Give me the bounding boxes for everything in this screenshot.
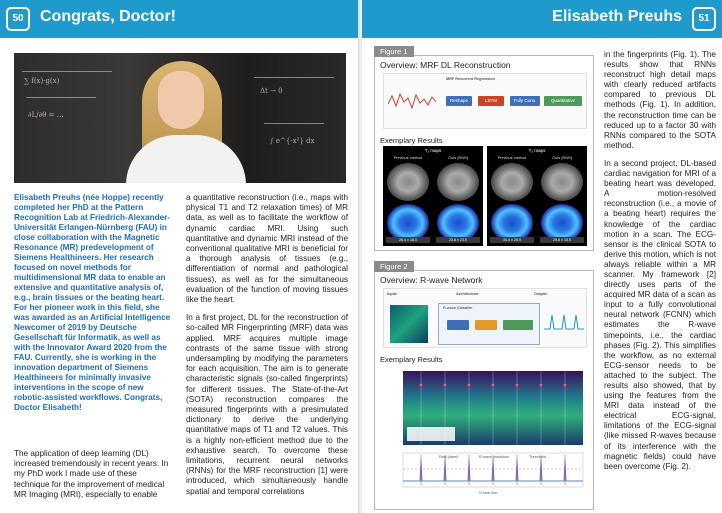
paragraph: a quantitative reconstruction (i.e., maps with physical T1 and T2 relaxation times) of MR data, as well as to facilitate the workflow of dynamic cardiac MRI. Using such quantitative and dynamic MRI instead of the conventional qualitative MRI is beneficial for a thorough analysis of tissues (e.g., differentiation of normal and pathological tissues), as well as for the simultaneous evaluation of the function of moving tissues like the heart. [186, 193, 348, 305]
brain-scan [491, 163, 533, 201]
diagram-label: Output: [534, 292, 548, 296]
left-column-1 [14, 449, 174, 500]
diagram-box: Reshape [446, 96, 472, 106]
mri-value: 34.4 ± 26.9 [490, 237, 534, 243]
author-bio: Elisabeth Preuhs (née Hoppe) recently completed her PhD at the Pattern Recognition Lab at Friedrich-Alexander-Universität Erlangen-Nürnberg (FAU) in close collaboration with the Magnetic Resonance (MR) predevelopment of Siemens Healthineers. Her research focused on novel methods for multidimensional MR data to enable an extensive and quantitative analysis of, e.g., brain tissues or the beating heart. For her pioneer work in this field, she was awarded as an Artificial Intelligence Newcomer of 2019 by Deutsche Gesellschaft für Informatik, as well as with the Innovator Award 2020 from the FAU. Currently, she is working in the innovation department of Siemens Healthineers for minimally invasive interventions in the scope of new robotic-assisted workflows. Congrats, Doctor Elisabeth! [14, 193, 171, 412]
paragraph: In a first project, DL for the reconstruction of so-called MR Fingerprinting (MRF) data was applied. MRF acquires multiple image contrasts of the same tissue with strong undersampling by modifying the parameters for each acquisition. The aim is to generate characteristic signals (so-called fingerprints) for different tissues. The State-of-the-Art (SOTA) reconstruction compares the measured fingerprints with a presimulated dictionary to derive the underlying quantitative maps of T1 and T2 values. This is a highly non-efficient method due to the exhaustive search. To overcome these limitations, recurrent neural networks (RNNs) for the MRF reconstruction [1] were introduced, which simultaneously handle spatial and temporal correlations [186, 313, 348, 496]
diagram-box: LSTM [478, 96, 504, 106]
mrf-network-diagram [383, 73, 587, 129]
diagram-label: Input: [387, 292, 398, 296]
rwave-network-diagram [383, 288, 587, 348]
right-column [604, 50, 716, 480]
classifier-label: R-wave Classifier [443, 306, 473, 310]
right-page-header [362, 0, 722, 38]
right-page [362, 0, 722, 513]
right-header-title: Elisabeth Preuhs [552, 8, 682, 25]
left-header-title: Congrats, Doctor! [40, 8, 176, 25]
figure-1-tab: Figure 1 [374, 46, 414, 57]
left-column-2 [186, 193, 348, 505]
conv-block [475, 320, 497, 330]
diagram-box: Fully Conn. [510, 96, 540, 106]
t2-map-panel [487, 146, 587, 246]
page-number-right: 51 [692, 7, 716, 31]
legend-item: Threshold [529, 455, 546, 459]
conv-block [503, 320, 533, 330]
figure-2-results-title: Exemplary Results [380, 355, 443, 364]
figure-2-title: Overview: R-wave Network [380, 275, 483, 285]
classifier-box [438, 303, 540, 345]
legend-item: Real (label) [439, 455, 459, 459]
ecg-plot-svg [383, 369, 587, 501]
panel-header: T₁ maps [424, 148, 442, 153]
panel-subheader: Previous method [497, 156, 527, 160]
panel-header: T₂ maps [528, 148, 546, 153]
page-number-left: 50 [6, 7, 30, 31]
figure-1-results-title: Exemplary Results [380, 136, 443, 145]
brain-scan [437, 163, 479, 201]
left-page-header [0, 0, 360, 38]
chalk-text: Δt → 0 [260, 87, 283, 95]
mri-value: 29.8 ± 15.5 [540, 237, 584, 243]
figure-1 [374, 47, 594, 251]
diagram-label: Architecture: [456, 292, 480, 296]
panel-subheader: Previous method [393, 156, 423, 160]
figure-2 [374, 262, 594, 510]
diagram-header: MRF Recurrent Regression [446, 77, 495, 81]
mri-value: 23.8 ± 23.0 [436, 237, 480, 243]
figure-2-tab: Figure 2 [374, 261, 414, 272]
t1-map-panel [383, 146, 483, 246]
figure-1-title: Overview: MRF DL Reconstruction [380, 60, 511, 70]
person-face [158, 71, 204, 129]
x-axis-label: N time-line [479, 491, 498, 495]
diagram-box: Quantitative [544, 96, 582, 106]
paragraph: The application of deep learning (DL) increased tremendously in recent years. In my PhD work I made use of these technique for the improvement of medical MR Imaging (MRI), especially to enable [14, 449, 169, 499]
legend-item: R-wave prediction [479, 455, 510, 459]
panel-subheader: Ours (RNN) [447, 156, 469, 160]
chalk-text: ∑ f(x)·g(x) [24, 77, 60, 85]
chalk-text: ∂L/∂θ = … [28, 111, 64, 119]
paragraph: in the fingerprints (Fig. 1). The results show that RNNs reconstruct high detail maps with clearly reduced artifacts compared to previous DL methods (Fig. 1). In addition, the reconstruction time can be reduced up to a factor 30 with RNNs compared to the SOTA method. [604, 50, 716, 150]
brain-scan [541, 163, 583, 201]
input-image [390, 305, 428, 343]
output-signal-icon [544, 311, 584, 335]
fingerprint-signal-icon [388, 90, 440, 112]
brain-scan [387, 163, 429, 201]
ecg-results-plot [383, 369, 587, 501]
panel-subheader: Ours (RNN) [551, 156, 573, 160]
mri-value: 28.4 ± 18.0 [386, 237, 430, 243]
chalk-text: ∫ e^{-x²} dx [270, 137, 315, 145]
paragraph: In a second project, DL-based cardiac navigation for MRI of a beating heart was developed. A motion-resolved reconstruction (i.e., a movie of a beating heart) requires the knowledge of the cardiac motion in a scan. The ECG-sensor is the clinical SOTA to derive this motion, which is not always reliable within a MR scanner. My framework [2] directly uses parts of the acquired MR data of a scan as input to a fully convolutional neural network (FCNN) which estimates the R-wave timepoints, i.e., the cardiac phases (Fig. 2). This simplifies the workflow, as no external ECG-sensor needs to be attached to the subject. The results also showed, that by using the features from the MRI data instead of the electrical ECG-signal, limitations of the ECG-signal (like missed R-waves because of its interference with the magnetic fields) could have been overcome (Fig. 2). [604, 158, 716, 471]
portrait-photo [14, 53, 346, 183]
conv-block [447, 320, 469, 330]
left-page [0, 0, 360, 513]
